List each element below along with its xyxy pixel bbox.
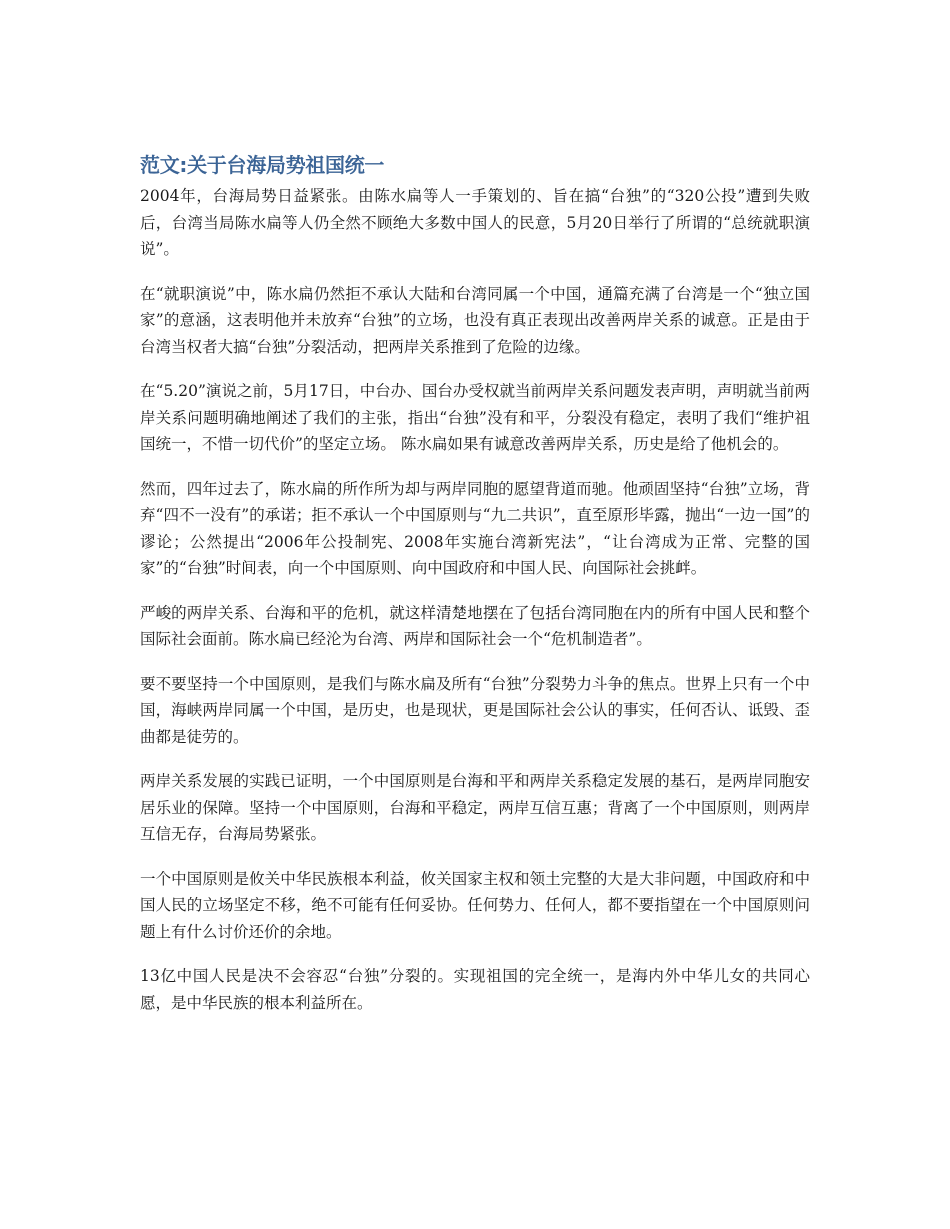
document-title: 范文:关于台海局势祖国统一 [140, 153, 385, 177]
paragraph: 要不要坚持一个中国原则，是我们与陈水扁及所有“台独”分裂势力斗争的焦点。世界上只有一个中国，海峡两岸同属一个中国，是历史，也是现状，更是国际社会公认的事实，任何否认、诋毁、歪曲都是徒劳的。 [140, 674, 810, 746]
paragraph: 2004年，台海局势日益紧张。由陈水扁等人一手策划的、旨在搞“台独”的“320公投”遭到失败后，台湾当局陈水扁等人仍全然不顾绝大多数中国人的民意，5月20日举行了所谓的“总统就职演说”。 [140, 187, 810, 258]
paragraph: 然而，四年过去了，陈水扁的所作所为却与两岸同胞的愿望背道而驰。他顽固坚持“台独”立场，背弃“四不一没有”的承诺；拒不承认一个中国原则与“九二共识”，直至原形毕露，抛出“一边一国”的谬论；公然提出“2006年公投制宪、2008年实施台湾新宪法”，“让台湾成为正常、完整的国家”的“台独”时间表，向一个中国原则、向中国政府和中国人民、向国际社会挑衅。 [140, 479, 810, 577]
paragraph: 一个中国原则是攸关中华民族根本利益，攸关国家主权和领土完整的大是大非问题，中国政府和中国人民的立场坚定不移，绝不可能有任何妥协。任何势力、任何人，都不要指望在一个中国原则问题上有什么讨价还价的余地。 [140, 869, 810, 941]
paragraph: 在“5.20”演说之前，5月17日，中台办、国台办受权就当前两岸关系问题发表声明，声明就当前两岸关系问题明确地阐述了我们的主张，指出“台独”没有和平，分裂没有稳定，表明了我们“维护祖国统一，不惜一切代价”的坚定立场。 陈水扁如果有诚意改善两岸关系，历史是给了他机会的。 [140, 382, 810, 453]
paragraph: 两岸关系发展的实践已证明，一个中国原则是台海和平和两岸关系稳定发展的基石，是两岸同胞安居乐业的保障。坚持一个中国原则，台海和平稳定，两岸互信互惠；背离了一个中国原则，则两岸互信无存，台海局势紧张。 [140, 772, 810, 843]
document-body [140, 149, 810, 1034]
paragraph: 在“就职演说”中，陈水扁仍然拒不承认大陆和台湾同属一个中国，通篇充满了台湾是一个“独立国家”的意涵，这表明他并未放弃“台独”的立场，也没有真正表现出改善两岸关系的诚意。正是由于台湾当权者大搞“台独”分裂活动，把两岸关系推到了危险的边缘。 [140, 284, 810, 356]
paragraph: 严峻的两岸关系、台海和平的危机，就这样清楚地摆在了包括台湾同胞在内的所有中国人民和整个国际社会面前。陈水扁已经沦为台湾、两岸和国际社会一个“危机制造者”。 [140, 603, 810, 648]
paragraph: 13亿中国人民是决不会容忍“台独”分裂的。实现祖国的完全统一，是海内外中华儿女的共同心愿，是中华民族的根本利益所在。 [140, 967, 810, 1012]
